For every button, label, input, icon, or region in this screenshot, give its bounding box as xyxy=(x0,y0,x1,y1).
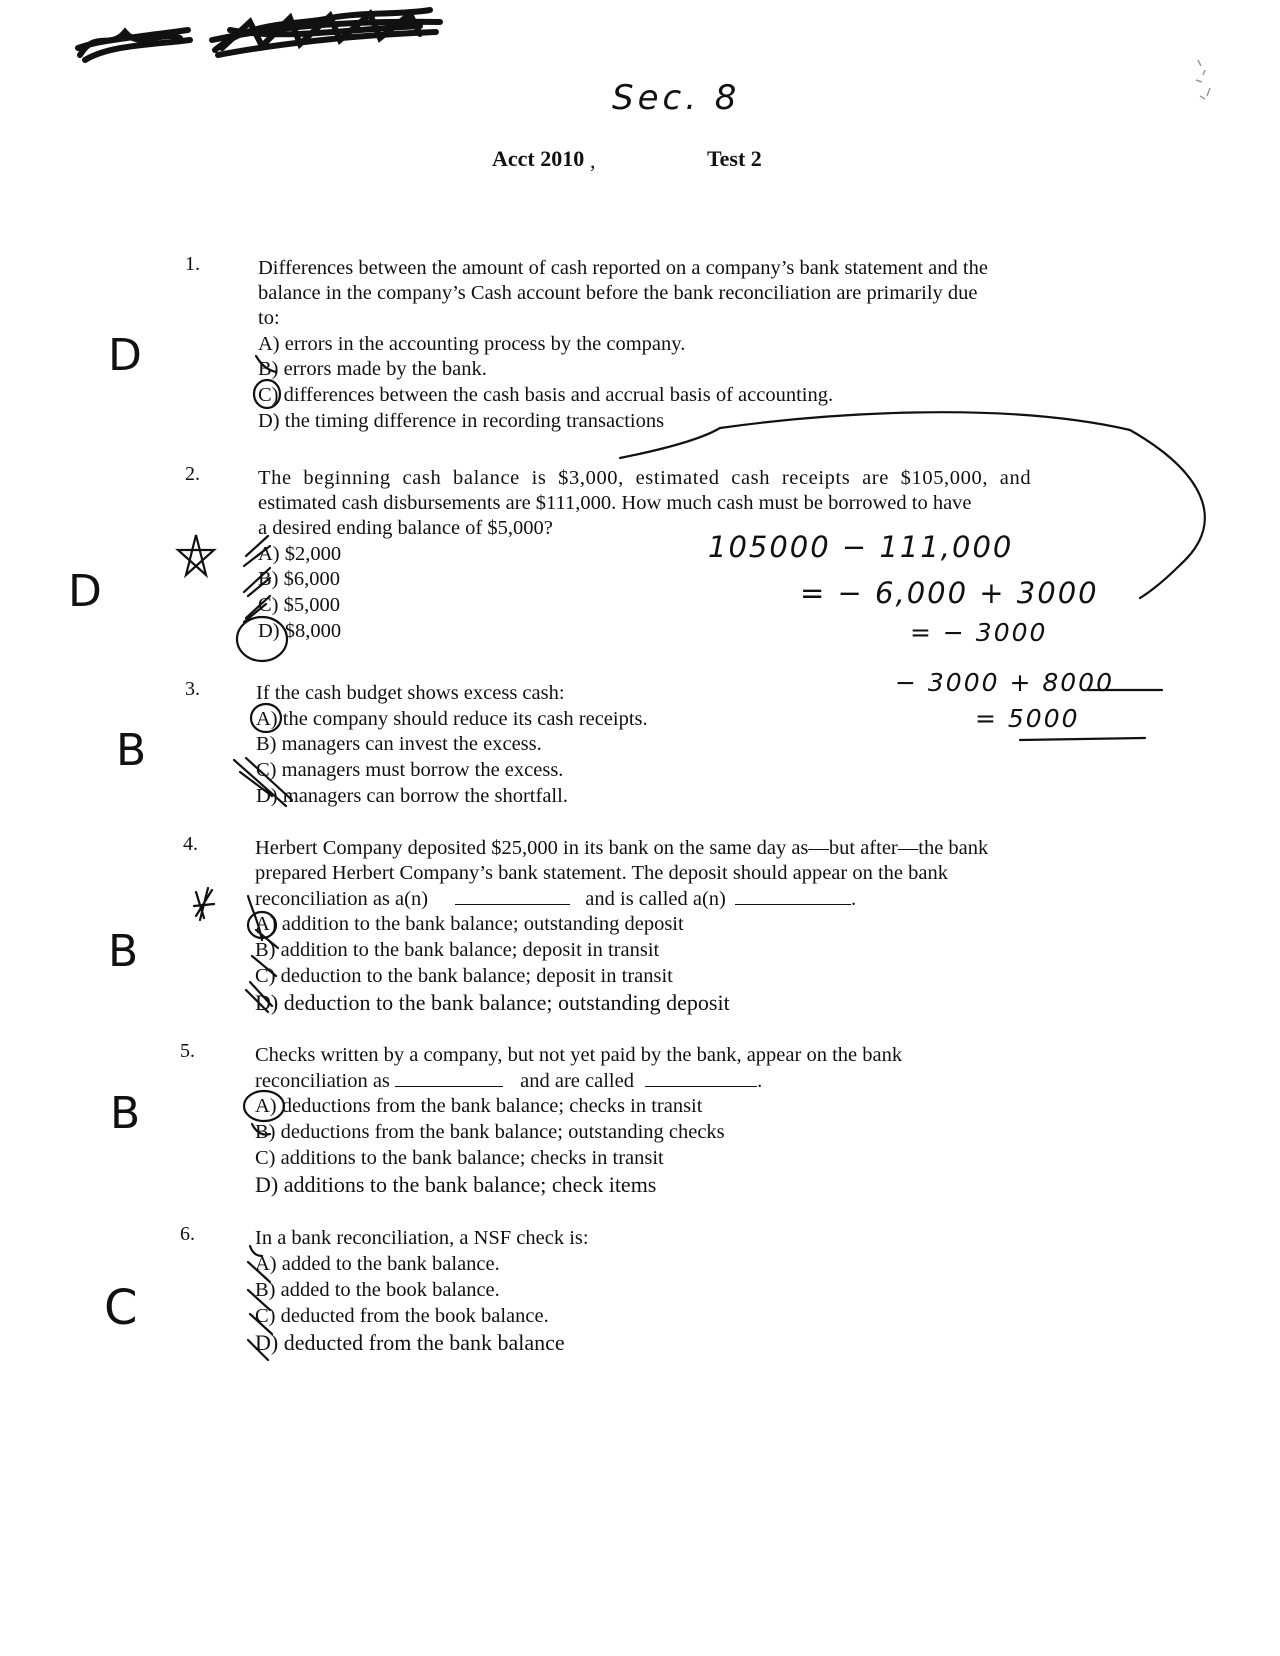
option-d: D) the timing difference in recording transactions xyxy=(258,410,665,432)
question-text-line: a desired ending balance of $5,000? xyxy=(258,517,553,539)
margin-answer: B xyxy=(108,926,139,977)
option-c: C) deduction to the bank balance; deposit in transit xyxy=(255,965,673,987)
annotation-arrow xyxy=(620,428,720,458)
question-text-fragment: reconciliation as a(n) xyxy=(255,888,429,910)
option-d: D) additions to the bank balance; check items xyxy=(255,1172,657,1197)
star-mark xyxy=(178,535,214,575)
question-text-line: Checks written by a company, but not yet paid by the bank, appear on the bank xyxy=(255,1044,903,1066)
option-b: B) managers can invest the excess. xyxy=(256,733,542,755)
option-b: B) added to the book balance. xyxy=(255,1279,500,1301)
work-line: = 5000 xyxy=(975,704,1080,733)
question-number: 5. xyxy=(180,1040,195,1062)
option-a: A) errors in the accounting process by the company. xyxy=(258,333,686,355)
strike-mark xyxy=(256,356,276,372)
answer-circle xyxy=(237,617,287,661)
question-text-line: The beginning cash balance is $3,000, estimated cash receipts are $105,000, and xyxy=(258,467,1032,489)
work-line: = − 6,000 + 3000 xyxy=(800,576,1099,610)
option-d: D) $8,000 xyxy=(258,620,342,642)
work-line: 105000 − 111,000 xyxy=(708,530,1014,564)
test-title: Test 2 xyxy=(707,146,762,171)
annotation-arrow xyxy=(720,412,1205,598)
question-text-fragment: and are called xyxy=(520,1070,634,1092)
answer-circle xyxy=(244,1091,284,1121)
course-title: Acct 2010 xyxy=(492,146,585,171)
option-c: C) deducted from the book balance. xyxy=(255,1305,549,1327)
question-number: 3. xyxy=(185,678,200,700)
question-text-line: In a bank reconciliation, a NSF check is: xyxy=(255,1227,589,1249)
option-a: A) deductions from the bank balance; checks in transit xyxy=(255,1095,703,1117)
answer-circle xyxy=(254,380,280,408)
question-text-line: Herbert Company deposited $25,000 in its bank on the same day as—but after—the bank xyxy=(255,837,989,859)
strike-mark xyxy=(248,1246,272,1360)
question-number: 2. xyxy=(185,463,200,485)
option-b: B) $6,000 xyxy=(258,568,340,590)
option-c: C) differences between the cash basis and accrual basis of accounting. xyxy=(258,384,834,406)
option-a: A) the company should reduce its cash receipts. xyxy=(256,708,648,730)
strike-mark xyxy=(252,1124,270,1135)
option-a: A) addition to the bank balance; outstanding deposit xyxy=(255,913,684,935)
question-text-line: If the cash budget shows excess cash: xyxy=(256,682,565,704)
option-a: A) added to the bank balance. xyxy=(255,1253,500,1275)
option-c: C) managers must borrow the excess. xyxy=(256,759,564,781)
question-number: 6. xyxy=(180,1223,195,1245)
question-text-line: balance in the company’s Cash account before the bank reconciliation are primarily due xyxy=(258,282,978,304)
question-text-fragment: reconciliation as xyxy=(255,1070,390,1092)
option-b: B) deductions from the bank balance; outstanding checks xyxy=(255,1121,725,1143)
question-text-line: Differences between the amount of cash reported on a company’s bank statement and the xyxy=(258,257,988,279)
strike-mark xyxy=(244,568,270,596)
strike-mark xyxy=(246,896,278,1012)
question-number: 4. xyxy=(183,833,198,855)
option-d: D) deducted from the bank balance xyxy=(255,1330,565,1355)
option-d: D) managers can borrow the shortfall. xyxy=(256,785,568,807)
question-text-line: to: xyxy=(258,307,280,329)
question-text-line: reconciliation as a(n) and is called a(n) . xyxy=(255,888,857,910)
work-line: − 3000 + 8000 xyxy=(895,668,1114,697)
margin-answer: C xyxy=(104,1280,138,1336)
title-separator: , xyxy=(590,148,596,173)
section-note: Sec. 8 xyxy=(612,78,741,118)
star-mark xyxy=(194,888,214,920)
margin-answer: B xyxy=(116,725,147,776)
margin-answer: D xyxy=(108,330,142,381)
work-line: = − 3000 xyxy=(910,618,1048,647)
answer-circle xyxy=(251,704,281,732)
option-d: D) deduction to the bank balance; outstanding deposit xyxy=(255,990,730,1015)
option-b: B) errors made by the bank. xyxy=(258,358,487,380)
work-underline xyxy=(1020,738,1145,740)
margin-answer: B xyxy=(110,1088,141,1139)
question-number: 1. xyxy=(185,253,200,275)
option-a: A) $2,000 xyxy=(258,543,342,565)
question-text-line: prepared Herbert Company’s bank statement. The deposit should appear on the bank xyxy=(255,862,949,884)
question-text-line: estimated cash disbursements are $111,000. How much cash must be borrowed to have xyxy=(258,492,972,514)
strike-mark xyxy=(244,536,270,566)
option-b: B) addition to the bank balance; deposit in transit xyxy=(255,939,660,961)
option-c: C) additions to the bank balance; checks in transit xyxy=(255,1147,664,1169)
strike-mark xyxy=(234,758,292,806)
margin-answer: D xyxy=(68,566,102,617)
question-text-fragment: and is called a(n) xyxy=(585,888,726,910)
question-text-line: reconciliation as and are called . xyxy=(255,1070,763,1092)
option-c: C) $5,000 xyxy=(258,594,340,616)
